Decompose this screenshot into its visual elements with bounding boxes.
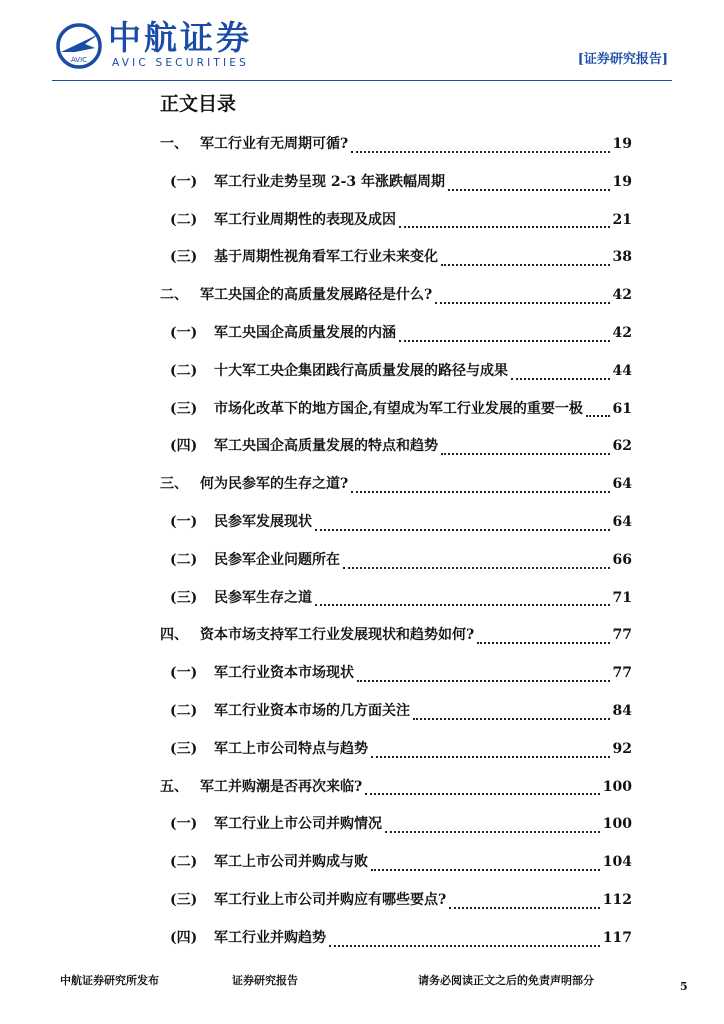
toc-entry-page: 19 [612,136,632,152]
toc-subsection-entry[interactable] [160,731,632,769]
toc-subsection-entry[interactable] [160,315,632,353]
toc-entry-title: 军工行业资本市场现状 [214,665,354,682]
toc-dot-leader [357,680,610,682]
toc-title: 正文目录 [160,93,237,115]
toc-entry-page: 21 [612,211,632,228]
toc-section-entry[interactable] [160,277,632,315]
toc-entry-page: 64 [612,476,632,493]
toc-dot-leader [511,378,610,380]
toc-entry-number: (三) [170,400,198,417]
toc-entry-number: (二) [170,702,198,719]
toc-entry-page: 117 [602,929,632,946]
toc-subsection-entry[interactable] [160,504,632,542]
toc-entry-page: 77 [612,665,632,682]
toc-entry-page: 61 [612,400,632,417]
toc-entry-title: 军工央国企的高质量发展路径是什么? [200,287,433,304]
toc-entry-page: 44 [612,362,632,379]
toc-entry-number: (一) [170,513,198,530]
toc-subsection-entry[interactable] [160,164,632,202]
toc-entry-title: 军工央国企高质量发展的特点和趋势 [214,438,438,455]
toc-dot-leader [448,189,609,191]
toc-entry-page: 92 [612,740,632,757]
report-type-tag: [证券研究报告] [577,52,668,67]
toc-entry-number: (四) [170,438,198,455]
toc-entry-title: 军工行业有无周期可循? [200,136,349,152]
toc-section-entry[interactable] [160,126,632,164]
toc-entry-number: (一) [170,173,198,190]
logo-mark-text: AVIC [70,56,88,64]
toc-entry-page: 104 [602,854,632,871]
toc-dot-leader [477,642,609,644]
toc-entry-page: 62 [612,438,632,455]
toc-entry-title: 何为民参军的生存之道? [200,476,349,493]
toc-entry-page: 71 [612,589,632,606]
toc-entry-page: 42 [612,324,632,341]
toc-subsection-entry[interactable] [160,353,632,391]
avic-logo-icon [55,22,103,70]
toc-dot-leader [441,453,610,455]
toc-entry-page: 64 [612,513,632,530]
toc-entry-title: 军工行业上市公司并购情况 [214,816,382,833]
toc-dot-leader [351,491,609,493]
logo-english-name: AVIC SECURITIES [112,57,249,69]
toc-entry-title: 民参军生存之道 [214,589,312,606]
toc-dot-leader [449,907,600,909]
toc-entry-number: (四) [170,929,198,946]
toc-section-entry[interactable] [160,466,632,504]
toc-subsection-entry[interactable] [160,542,632,580]
toc-entry-number: (一) [170,665,198,682]
toc-entry-title: 军工行业走势呈现 2-3 年涨跌幅周期 [214,173,446,190]
toc-subsection-entry[interactable] [160,202,632,240]
toc-entry-page: 100 [602,778,632,795]
toc-subsection-entry[interactable] [160,806,632,844]
page-number: 5 [680,980,688,993]
toc-subsection-entry[interactable] [160,239,632,277]
toc-dot-leader [365,793,600,795]
toc-entry-title: 军工上市公司并购成与败 [214,854,368,871]
toc-entry-page: 19 [612,173,632,190]
footer-publisher: 中航证券研究所发布 [60,974,159,987]
page-footer [0,972,724,1002]
toc-subsection-entry[interactable] [160,920,632,958]
toc-entry-title: 军工行业并购趋势 [214,929,326,946]
toc-subsection-entry[interactable] [160,693,632,731]
toc-subsection-entry[interactable] [160,844,632,882]
toc-entry-number: 三、 [160,476,188,493]
toc-entry-number: 二、 [160,287,188,304]
toc-dot-leader [329,945,600,947]
toc-entry-number: (二) [170,362,198,379]
toc-entry-title: 军工行业周期性的表现及成因 [214,211,396,228]
toc-dot-leader [371,756,610,758]
toc-entry-title: 十大军工央企集团践行高质量发展的路径与成果 [214,362,508,379]
toc-entry-page: 42 [612,287,632,304]
toc-entry-number: (三) [170,249,198,266]
toc-entry-number: (三) [170,589,198,606]
toc-entry-page: 84 [612,702,632,719]
toc-entry-title: 军工行业上市公司并购应有哪些要点? [214,891,447,908]
toc-dot-leader [413,718,610,720]
toc-dot-leader [399,226,610,228]
toc-dot-leader [586,415,610,417]
toc-entry-number: (二) [170,211,198,228]
table-of-contents [160,126,632,958]
toc-entry-title: 市场化改革下的地方国企,有望成为军工行业发展的重要一极 [214,400,583,417]
toc-section-entry[interactable] [160,617,632,655]
toc-dot-leader [385,831,600,833]
page-header [0,0,724,82]
toc-entry-number: (二) [170,551,198,568]
toc-dot-leader [351,151,609,153]
toc-section-entry[interactable] [160,769,632,807]
toc-subsection-entry[interactable] [160,391,632,429]
toc-entry-title: 民参军发展现状 [214,513,312,530]
toc-dot-leader [441,264,610,266]
toc-entry-page: 38 [612,249,632,266]
toc-entry-title: 军工并购潮是否再次来临? [200,778,363,795]
toc-dot-leader [399,340,610,342]
toc-entry-title: 资本市场支持军工行业发展现状和趋势如何? [200,627,475,644]
toc-entry-title: 军工行业资本市场的几方面关注 [214,702,410,719]
logo-chinese-name: 中航证券 [108,18,252,57]
toc-entry-number: 四、 [160,627,188,644]
footer-disclaimer: 请务必阅读正文之后的免责声明部分 [418,974,594,987]
toc-entry-title: 军工央国企高质量发展的内涵 [214,324,396,341]
toc-entry-number: (一) [170,816,198,833]
toc-entry-number: (三) [170,740,198,757]
toc-entry-title: 民参军企业问题所在 [214,551,340,568]
toc-subsection-entry[interactable] [160,655,632,693]
toc-entry-number: 五、 [160,778,188,795]
toc-entry-page: 77 [612,627,632,644]
toc-entry-page: 66 [612,551,632,568]
toc-subsection-entry[interactable] [160,580,632,618]
toc-entry-number: (二) [170,854,198,871]
toc-subsection-entry[interactable] [160,428,632,466]
toc-entry-number: 一、 [160,136,188,152]
toc-entry-page: 112 [602,891,632,908]
toc-subsection-entry[interactable] [160,882,632,920]
toc-entry-title: 基于周期性视角看军工行业未来变化 [214,249,438,266]
toc-entry-title: 军工上市公司特点与趋势 [214,740,368,757]
toc-entry-number: (三) [170,891,198,908]
toc-dot-leader [315,529,610,531]
toc-entry-number: (一) [170,324,198,341]
toc-dot-leader [371,869,600,871]
footer-doc-type: 证券研究报告 [232,974,298,987]
toc-dot-leader [435,302,609,304]
toc-entry-page: 100 [602,816,632,833]
header-divider [52,80,672,81]
toc-dot-leader [343,567,610,569]
toc-dot-leader [315,604,610,606]
